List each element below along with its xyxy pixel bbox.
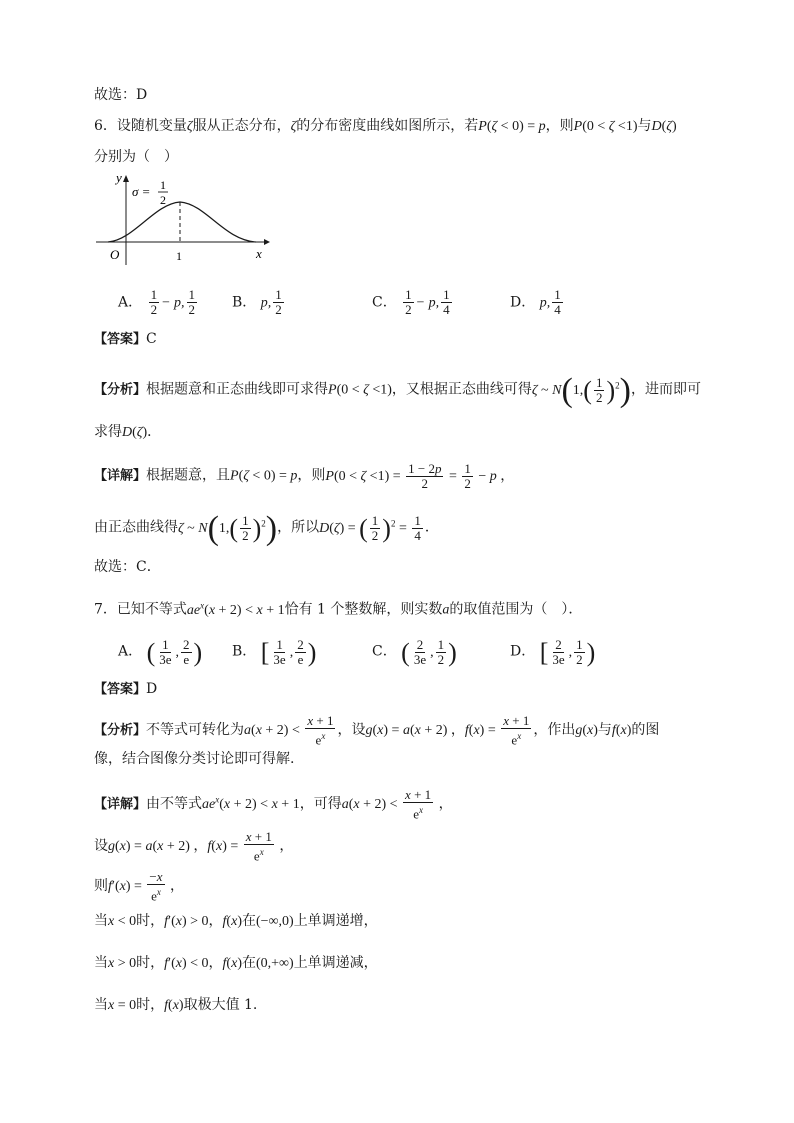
math-inequality: $ae^x(x + 2) < x + 1$	[186, 600, 285, 618]
analysis-text: ，设	[337, 721, 366, 738]
tick-label-1: 1	[176, 249, 182, 263]
question-6-line-1	[94, 117, 677, 136]
fraction: $\frac{1}{2}$	[150, 287, 158, 317]
detail-text: 设	[94, 837, 108, 854]
option-letter: D．	[510, 294, 536, 311]
option-expr: p,	[260, 295, 272, 311]
option-letter: A．	[118, 643, 143, 660]
detail-text: 则	[94, 877, 108, 894]
option-letter: A．	[118, 294, 143, 311]
answer-choice-text: 故选：C．	[94, 559, 161, 575]
math-condition: P(ζ < 0) = p	[230, 468, 298, 484]
option-interval: ( $\frac{2}{3e}$ , $\frac{1}{2}$ )	[401, 637, 457, 667]
detail-tag: 【详解】	[94, 796, 147, 812]
detail-text: 在	[241, 913, 256, 929]
option-6-a[interactable]	[118, 288, 199, 317]
option-letter: B．	[232, 294, 257, 311]
sigma-den: 2	[160, 193, 166, 207]
normal-curve-figure	[94, 170, 274, 266]
y-axis-arrow	[123, 175, 129, 182]
math-interval: (0,+∞)	[255, 956, 294, 971]
option-expr: − p,	[415, 295, 440, 311]
detail-text: ．	[424, 519, 439, 536]
detail-text: 时，	[136, 913, 165, 929]
math-condition: x = 0	[108, 998, 137, 1013]
analysis-7-line-1	[94, 714, 659, 747]
math-inequality-2: a(x + 2) < $\frac{x + 1}{e^x}$ ，	[341, 787, 453, 822]
analysis-7-line-2	[94, 750, 294, 768]
detail-7-line-4	[94, 912, 378, 931]
q6-line2: 分别为（ ）	[94, 149, 178, 165]
option-letter: C．	[372, 294, 397, 311]
detail-text: 根据题意，且	[146, 467, 231, 484]
detail-text: 上单调递减，	[293, 955, 378, 971]
detail-text: 时，	[136, 997, 165, 1013]
x-axis-arrow	[264, 239, 270, 245]
answer-choice-line	[94, 86, 147, 104]
detail-text: 取极大值 1.	[183, 997, 258, 1013]
math-derivative-sign: f′(x) > 0	[164, 914, 209, 929]
x-axis-label: x	[256, 246, 262, 261]
math-probability-result: P(0 < ζ <1) = $\frac{1 - 2p}{2}$ = $\frac{1}{2}$ − p ，	[325, 461, 515, 491]
answer-tag: 【答案】	[94, 332, 147, 347]
detail-6-line-2	[94, 509, 439, 547]
math-derivative-sign: f′(x) < 0	[164, 956, 209, 971]
detail-7-line-6	[94, 996, 257, 1015]
q7-prefix: 7．已知不等式	[94, 601, 187, 618]
math-f-def: f(x) = $\frac{x + 1}{e^x}$	[464, 713, 530, 748]
answer-value: C	[146, 331, 157, 347]
q6-part1: 服从正态分布，	[192, 118, 291, 134]
option-letter: C．	[372, 643, 397, 660]
detail-text: 当	[94, 997, 108, 1013]
fraction: $\frac{1}{2}$	[405, 287, 412, 317]
analysis-text: 与	[597, 721, 612, 738]
option-expr: p,	[539, 295, 551, 311]
detail-7-line-2	[94, 830, 293, 863]
q7-mid: 恰有 1 个整数解，则实数	[284, 601, 443, 618]
analysis-text: 根据题意和正态曲线即可求得	[146, 381, 329, 398]
option-letter: B．	[232, 643, 257, 660]
detail-text: 当	[94, 913, 108, 929]
q6-part3: ，则	[545, 118, 574, 134]
detail-text: 由正态曲线得	[94, 519, 178, 536]
detail-6-line-1	[94, 462, 514, 491]
math-condition: x > 0	[108, 956, 137, 971]
fraction: $\frac{1}{2}$	[275, 287, 282, 317]
detail-text: 上单调递增，	[293, 913, 378, 929]
question-6-line-2	[94, 148, 178, 166]
math-f: f(x)	[222, 956, 242, 971]
math-probability: P(0 < ζ <1)	[328, 382, 392, 398]
math-zeta: ζ	[186, 119, 193, 134]
detail-text: ，可得	[299, 795, 342, 812]
detail-text: 时，	[136, 955, 165, 971]
detail-text: ，	[208, 955, 223, 971]
analysis-tag: 【分析】	[94, 382, 147, 398]
math-distribution: ζ ~ N(1,( $\frac{1}{2}$ )$^2$)	[178, 509, 278, 547]
fraction: $\frac{1}{4}$	[443, 287, 450, 317]
fraction: $\frac{1}{2}$	[188, 287, 196, 317]
math-variance: D(ζ)	[651, 119, 677, 134]
math-f: f(x)	[611, 722, 632, 738]
math-inequality: a(x + 2) < $\frac{x + 1}{e^x}$	[244, 713, 334, 748]
sigma-label: σ =	[132, 184, 151, 199]
math-variance: D(ζ)	[122, 425, 148, 440]
math-f: f(x)	[164, 998, 184, 1013]
detail-7-line-1	[94, 788, 453, 821]
analysis-text: 的图	[631, 721, 660, 738]
option-6-b[interactable]	[232, 288, 286, 317]
math-inequality: $ae^x(x + 2) < x + 1$	[202, 794, 300, 812]
q7-end: 的取值范围为（ ）．	[449, 601, 583, 618]
answer-6-line	[94, 330, 157, 349]
question-7-line-1	[94, 596, 582, 620]
answer-tag: 【答案】	[94, 682, 147, 697]
answer-choice-text: 故选：D	[94, 87, 148, 103]
q6-part4: 与	[637, 118, 652, 134]
y-axis-label: y	[116, 170, 122, 185]
detail-7-line-5	[94, 954, 378, 973]
detail-text: 由不等式	[146, 795, 203, 812]
math-condition: P(ζ < 0) = p	[478, 119, 546, 134]
option-7-b[interactable]	[232, 638, 316, 667]
detail-tag: 【详解】	[94, 468, 147, 484]
option-7-c[interactable]	[372, 638, 457, 667]
math-g-def: g(x) = a(x + 2) ，	[108, 838, 208, 854]
answer-value: D	[146, 681, 158, 697]
option-interval: ( $\frac{1}{3e}$ , $\frac{2}{e}$ )	[146, 637, 203, 667]
math-g-def: g(x) = a(x + 2) ，	[365, 722, 465, 738]
option-6-d[interactable]	[510, 288, 565, 317]
detail-text: ，	[208, 913, 223, 929]
math-f: f(x)	[222, 914, 242, 929]
math-condition: x < 0	[108, 914, 137, 929]
analysis-text: 像，结合图像分类讨论即可得解.	[94, 751, 295, 767]
math-f-def: f(x) = $\frac{x + 1}{e^x}$ ，	[207, 829, 294, 864]
analysis-text: ，进而即可	[630, 381, 701, 398]
density-curve	[108, 202, 256, 242]
option-interval: [ $\frac{1}{3e}$ , $\frac{2}{e}$ )	[260, 637, 317, 667]
math-zeta: ζ	[290, 119, 297, 134]
analysis-text: 不等式可转化为	[146, 721, 245, 738]
analysis-text: ，作出	[533, 721, 576, 738]
math-interval: (−∞,0)	[255, 914, 294, 929]
analysis-text: ，又根据正态曲线可得	[391, 381, 532, 398]
option-6-c[interactable]	[372, 288, 454, 317]
math-variance-result: D(ζ) = ( $\frac{1}{2}$ )$^2$ = $\frac{1}{4}$	[319, 513, 421, 543]
answer-7-line	[94, 680, 157, 699]
answer-choice-line	[94, 558, 161, 576]
math-distribution: ζ ~ N(1,( $\frac{1}{2}$ )$^2$)	[531, 371, 631, 409]
option-7-d[interactable]	[510, 638, 595, 667]
detail-text: 当	[94, 955, 108, 971]
math-f-prime: f′(x) = $\frac{-x}{e^x}$ ，	[108, 869, 185, 904]
option-expr: − p,	[161, 295, 185, 311]
option-letter: D．	[510, 643, 536, 660]
analysis-text: 求得	[94, 424, 122, 440]
math-a: a	[442, 602, 450, 618]
fraction: $\frac{1}{4}$	[554, 287, 561, 317]
math-g: g(x)	[575, 722, 598, 738]
q6-prefix: 6．设随机变量	[94, 118, 187, 134]
analysis-text: ．	[147, 424, 162, 440]
analysis-6-line-2	[94, 423, 161, 442]
option-interval: [ $\frac{2}{3e}$ , $\frac{1}{2}$ )	[539, 637, 596, 667]
detail-text: ，则	[297, 467, 326, 484]
detail-7-line-3	[94, 870, 184, 903]
detail-text: ，所以	[277, 519, 320, 536]
detail-text: 在	[241, 955, 256, 971]
analysis-6-line-1	[94, 371, 701, 409]
math-probability: P(0 < ζ <1)	[573, 119, 638, 134]
option-7-a[interactable]	[118, 638, 202, 667]
analysis-tag: 【分析】	[94, 722, 147, 738]
origin-label: O	[110, 247, 120, 262]
q6-part2: 的分布密度曲线如图所示，若	[296, 118, 479, 134]
sigma-num: 1	[160, 178, 166, 192]
